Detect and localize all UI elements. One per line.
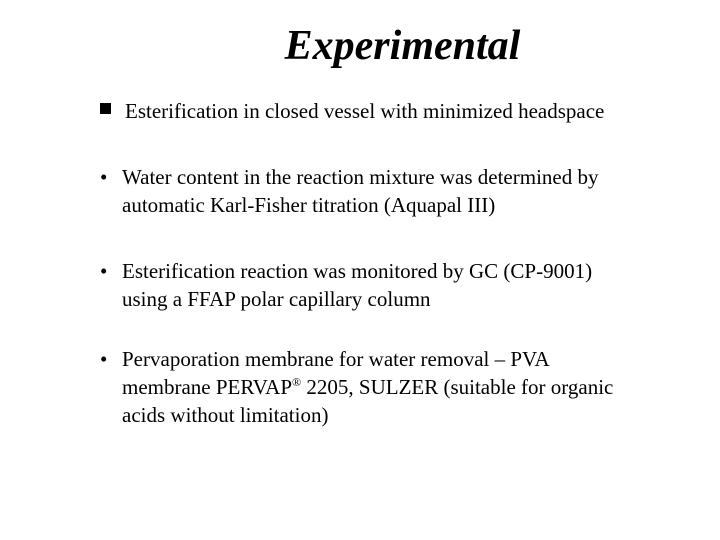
bullet-line: using a FFAP polar capillary column bbox=[122, 287, 431, 311]
bullet-dot-icon: • bbox=[100, 259, 108, 283]
membrane-name: membrane PERVAP bbox=[122, 375, 293, 399]
slide-title: Experimental bbox=[284, 23, 521, 69]
bullet-line: acids without limitation) bbox=[122, 403, 329, 427]
square-bullet-icon bbox=[100, 103, 111, 114]
bullet-dot-icon: • bbox=[100, 165, 108, 189]
intro-text: Esterification in closed vessel with minimized headspace bbox=[125, 99, 605, 123]
registered-mark: ® bbox=[292, 375, 302, 389]
membrane-detail: 2205, SULZER (suitable for organic bbox=[301, 375, 614, 399]
bullet-text bbox=[122, 257, 702, 313]
bullet-line bbox=[122, 373, 702, 401]
bullet-line: automatic Karl-Fisher titration (Aquapal III) bbox=[122, 193, 496, 217]
bullet-line: Pervaporation membrane for water removal – PVA bbox=[122, 347, 550, 371]
bullet-text bbox=[122, 345, 702, 429]
bullet-dot-icon: • bbox=[100, 347, 108, 371]
bullet-line: Water content in the reaction mixture was determined by bbox=[122, 165, 599, 189]
bullet-text bbox=[122, 163, 702, 219]
bullet-line: Esterification reaction was monitored by GC (CP-9001) bbox=[122, 259, 593, 283]
